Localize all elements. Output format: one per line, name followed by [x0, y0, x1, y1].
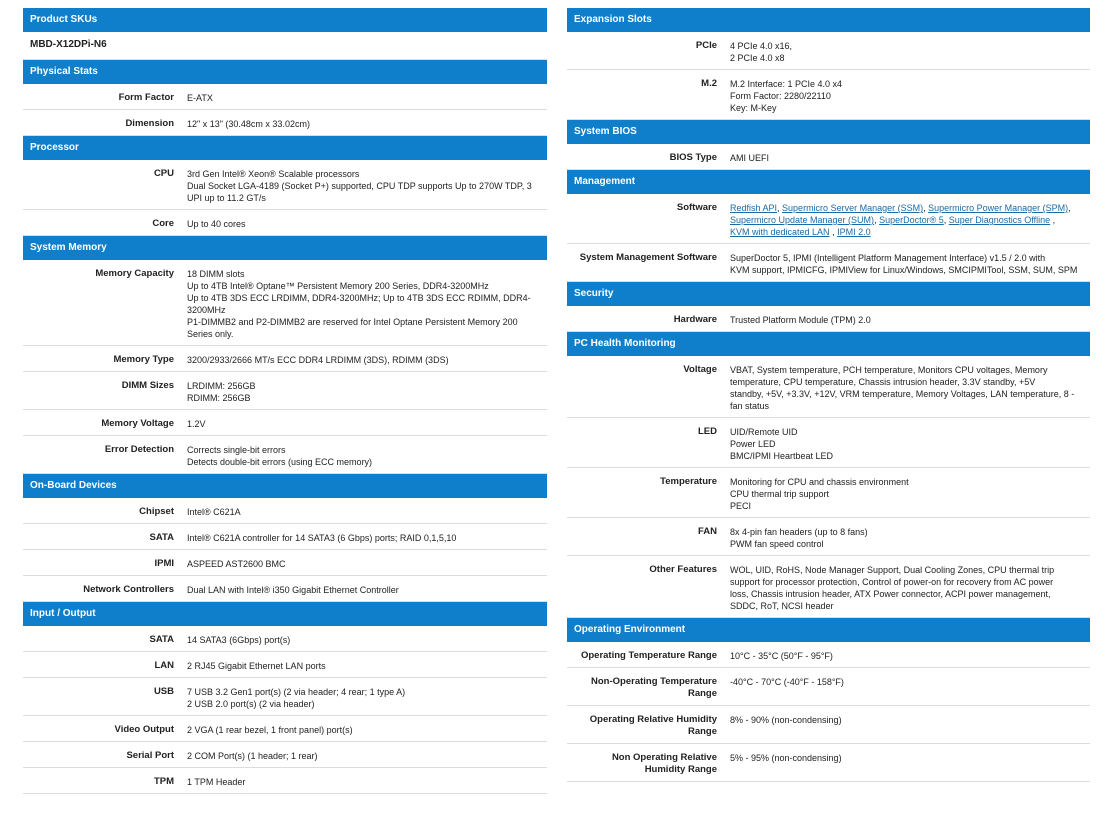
section-header-on-board-devices: On-Board Devices — [23, 474, 547, 498]
spec-label: FAN — [698, 526, 717, 537]
spec-value — [187, 260, 547, 345]
spec-row-non-operating-temperature-range — [567, 668, 1090, 706]
section-header-input-output: Input / Output — [23, 602, 547, 626]
spec-value-line: AMI UEFI — [730, 153, 770, 163]
spec-row-fan — [567, 518, 1090, 556]
spec-value-line: 2 RJ45 Gigabit Ethernet LAN ports — [187, 661, 326, 671]
link-redfish-api[interactable]: Redfish API — [730, 203, 778, 213]
spec-value — [730, 744, 1090, 781]
spec-row-video-output — [23, 716, 547, 742]
spec-link-line — [730, 226, 1080, 238]
spec-value — [730, 32, 1090, 69]
spec-value — [187, 550, 547, 575]
spec-label: Core — [152, 218, 174, 229]
spec-label: Hardware — [673, 314, 717, 325]
spec-label: Serial Port — [126, 750, 174, 761]
spec-label-line: Non-Operating Temperature — [591, 676, 717, 687]
link-separator: , — [874, 215, 880, 225]
spec-label: Form Factor — [118, 92, 174, 103]
right-spec-column — [567, 8, 1090, 782]
spec-row-voltage — [567, 356, 1090, 418]
section-header-system-memory: System Memory — [23, 236, 547, 260]
spec-value-line: UID/Remote UID — [730, 427, 798, 437]
spec-row-serial-port — [23, 742, 547, 768]
spec-row-network-controllers — [23, 576, 547, 602]
spec-row-usb — [23, 678, 547, 716]
link-separator: , — [1068, 203, 1071, 213]
spec-value-line: 8x 4-pin fan headers (up to 8 fans) — [730, 527, 868, 537]
spec-value-line: 3200MHz — [187, 305, 226, 315]
spec-row-sata — [23, 524, 547, 550]
spec-value-line: SDDC, RoT, NCSI header — [730, 601, 834, 611]
link-ipmi-2-0[interactable]: IPMI 2.0 — [837, 227, 871, 237]
spec-value-line: 2 VGA (1 rear bezel, 1 front panel) port(s) — [187, 725, 353, 735]
spec-value — [730, 244, 1090, 281]
spec-value-line: Series only. — [187, 329, 234, 339]
spec-value — [730, 706, 1090, 743]
spec-label: PCIe — [695, 40, 717, 51]
spec-value-line: standby, +5V, +3.3V, +12V, VRM temperature, Memory Voltages, LAN temperature, 8 - — [730, 389, 1075, 399]
spec-label: LED — [698, 426, 717, 437]
spec-value-line: loss, Chassis intrusion header, ATX Power connector, ACPI power management, — [730, 589, 1051, 599]
spec-label: Voltage — [683, 364, 717, 375]
spec-row-memory-capacity — [23, 260, 547, 346]
spec-row-software — [567, 194, 1090, 244]
spec-row-system-management-software — [567, 244, 1090, 282]
spec-value-line: VBAT, System temperature, PCH temperature, Monitors CPU voltages, Memory — [730, 365, 1048, 375]
spec-value — [730, 70, 1090, 119]
spec-label-line: Range — [687, 688, 717, 699]
spec-value-line: BMC/IPMI Heartbeat LED — [730, 451, 834, 461]
spec-label-line: Range — [687, 726, 717, 737]
link-super-diagnostics-offline[interactable]: Super Diagnostics Offline — [948, 215, 1051, 225]
spec-row-core — [23, 210, 547, 236]
spec-value-line: RDIMM: 256GB — [187, 393, 251, 403]
spec-value — [187, 652, 547, 677]
spec-value-line: SuperDoctor 5, IPMI (Intelligent Platform Management Interface) v1.5 / 2.0 with — [730, 253, 1046, 263]
spec-label: TPM — [153, 776, 174, 787]
spec-value-line: Intel® C621A — [187, 507, 241, 517]
spec-value-line: 14 SATA3 (6Gbps) port(s) — [187, 635, 291, 645]
spec-value-line: 2 PCIe 4.0 x8 — [730, 53, 785, 63]
spec-value-line: Corrects single-bit errors — [187, 445, 286, 455]
spec-value-line: 2 USB 2.0 port(s) (2 via header) — [187, 699, 315, 709]
spec-value-line: PECI — [730, 501, 752, 511]
spec-value — [730, 356, 1090, 417]
spec-row-chipset — [23, 498, 547, 524]
spec-label: System Management Software — [579, 252, 717, 263]
spec-row-non-operating-relative-humidity-range — [567, 744, 1090, 782]
spec-row-dimm-sizes — [23, 372, 547, 410]
spec-value-line: Up to 4TB 3DS ECC LRDIMM, DDR4-3200MHz; Up to 4TB 3DS ECC RDIMM, DDR4- — [187, 293, 531, 303]
spec-row-pcie — [567, 32, 1090, 70]
spec-value — [730, 306, 1090, 331]
spec-value-line: ASPEED AST2600 BMC — [187, 559, 286, 569]
spec-label: Memory Capacity — [95, 268, 174, 279]
spec-value — [187, 346, 547, 371]
spec-link-line — [730, 214, 1080, 226]
spec-value — [187, 84, 547, 109]
spec-value-line: 10°C - 35°C (50°F - 95°F) — [730, 651, 833, 661]
spec-value-line: 4 PCIe 4.0 x16, — [730, 41, 793, 51]
spec-value-line: 7 USB 3.2 Gen1 port(s) (2 via header; 4 rear; 1 type A) — [187, 687, 406, 697]
spec-value — [187, 716, 547, 741]
spec-row-memory-voltage — [23, 410, 547, 436]
spec-row-cpu — [23, 160, 547, 210]
spec-value-line: Form Factor: 2280/22110 — [730, 91, 831, 101]
spec-value — [187, 160, 547, 209]
spec-label: Memory Type — [113, 354, 174, 365]
spec-value-line: M.2 Interface: 1 PCIe 4.0 x4 — [730, 79, 843, 89]
section-header-physical-stats: Physical Stats — [23, 60, 547, 84]
spec-row-bios-type — [567, 144, 1090, 170]
link-supermicro-power-manager-spm[interactable]: Supermicro Power Manager (SPM) — [928, 203, 1069, 213]
spec-value — [730, 144, 1090, 169]
spec-row-tpm — [23, 768, 547, 794]
product-sku: MBD-X12DPi-N6 — [23, 32, 547, 60]
spec-value — [187, 410, 547, 435]
link-supermicro-server-manager-ssm[interactable]: Supermicro Server Manager (SSM) — [782, 203, 924, 213]
spec-value — [730, 468, 1090, 517]
spec-value — [187, 524, 547, 549]
section-header-operating-environment: Operating Environment — [567, 618, 1090, 642]
spec-label: Software — [676, 202, 717, 213]
section-header-pc-health-monitoring: PC Health Monitoring — [567, 332, 1090, 356]
spec-label: CPU — [153, 168, 174, 179]
spec-value — [187, 498, 547, 523]
section-header-processor: Processor — [23, 136, 547, 160]
spec-value-line: fan status — [730, 401, 770, 411]
spec-label: SATA — [149, 532, 174, 543]
spec-value-line: Dual Socket LGA-4189 (Socket P+) supported, CPU TDP supports Up to 270W TDP, 3 — [187, 181, 532, 191]
spec-label: Memory Voltage — [101, 418, 174, 429]
spec-label-line: Humidity Range — [644, 764, 717, 775]
spec-label-line: Operating Relative Humidity — [589, 714, 717, 725]
spec-row-led — [567, 418, 1090, 468]
spec-value-line: 3rd Gen Intel® Xeon® Scalable processors — [187, 169, 360, 179]
spec-label: Temperature — [660, 476, 717, 487]
spec-label: IPMI — [154, 558, 174, 569]
spec-value — [730, 194, 1090, 243]
spec-value-line: 18 DIMM slots — [187, 269, 245, 279]
spec-value — [187, 436, 547, 473]
spec-value — [187, 742, 547, 767]
spec-value — [187, 372, 547, 409]
spec-value-line: Dual LAN with Intel® i350 Gigabit Ethernet Controller — [187, 585, 399, 595]
spec-value — [187, 576, 547, 601]
spec-value-line: -40°C - 70°C (-40°F - 158°F) — [730, 677, 844, 687]
spec-row-m-2 — [567, 70, 1090, 120]
spec-row-memory-type — [23, 346, 547, 372]
spec-value-line: LRDIMM: 256GB — [187, 381, 256, 391]
spec-label — [567, 744, 730, 781]
spec-row-temperature — [567, 468, 1090, 518]
spec-row-lan — [23, 652, 547, 678]
section-header-management: Management — [567, 170, 1090, 194]
spec-value-line: 1 TPM Header — [187, 777, 246, 787]
spec-label: DIMM Sizes — [121, 380, 174, 391]
spec-row-other-features — [567, 556, 1090, 618]
spec-label: SATA — [149, 634, 174, 645]
spec-value — [730, 668, 1090, 705]
spec-value-line: UPI up to 11.2 GT/s — [187, 193, 266, 203]
spec-value-line: Trusted Platform Module (TPM) 2.0 — [730, 315, 871, 325]
link-separator: , — [829, 227, 838, 237]
spec-row-operating-temperature-range — [567, 642, 1090, 668]
spec-value-line: 12" x 13" (30.48cm x 33.02cm) — [187, 119, 310, 129]
spec-value-line: WOL, UID, RoHS, Node Manager Support, Dual Cooling Zones, CPU thermal trip — [730, 565, 1055, 575]
spec-label: Operating Temperature Range — [580, 650, 717, 661]
spec-value — [187, 768, 547, 793]
spec-label: LAN — [154, 660, 174, 671]
spec-value-line: 2 COM Port(s) (1 header; 1 rear) — [187, 751, 318, 761]
spec-value — [730, 418, 1090, 467]
spec-row-sata — [23, 626, 547, 652]
spec-row-operating-relative-humidity-range — [567, 706, 1090, 744]
spec-value-line: Up to 40 cores — [187, 219, 246, 229]
section-header-product-skus: Product SKUs — [23, 8, 547, 32]
section-header-security: Security — [567, 282, 1090, 306]
spec-value-line: 8% - 90% (non-condensing) — [730, 715, 842, 725]
spec-row-dimension — [23, 110, 547, 136]
spec-label-line: Non Operating Relative — [611, 752, 717, 763]
spec-label: Network Controllers — [83, 584, 174, 595]
link-separator: , — [1050, 215, 1056, 225]
spec-value — [187, 678, 547, 715]
spec-value-line: E-ATX — [187, 93, 213, 103]
spec-value-line: Monitoring for CPU and chassis environment — [730, 477, 909, 487]
spec-label: Dimension — [125, 118, 174, 129]
spec-value-line: Up to 4TB Intel® Optane™ Persistent Memory 200 Series, DDR4-3200MHz — [187, 281, 489, 291]
spec-value-line: KVM support, IPMICFG, IPMIView for Linux/Windows, SMCIPMITool, SSM, SUM, SPM — [730, 265, 1078, 275]
section-header-system-bios: System BIOS — [567, 120, 1090, 144]
spec-row-hardware — [567, 306, 1090, 332]
spec-value — [187, 626, 547, 651]
spec-label: Other Features — [649, 564, 717, 575]
spec-label: Video Output — [114, 724, 174, 735]
spec-value-line: 5% - 95% (non-condensing) — [730, 753, 842, 763]
spec-row-form-factor — [23, 84, 547, 110]
spec-label — [567, 668, 730, 705]
link-separator: , — [923, 203, 929, 213]
spec-label: USB — [153, 686, 174, 697]
spec-value — [730, 518, 1090, 555]
spec-label: M.2 — [701, 78, 717, 89]
spec-label: Chipset — [139, 506, 174, 517]
section-header-expansion-slots: Expansion Slots — [567, 8, 1090, 32]
spec-label — [567, 706, 730, 743]
link-superdoctor-5[interactable]: SuperDoctor® 5 — [879, 215, 944, 225]
link-separator: , — [777, 203, 783, 213]
spec-value-line: Key: M-Key — [730, 103, 777, 113]
spec-link-line — [730, 202, 1080, 214]
spec-value-line: 1.2V — [187, 419, 206, 429]
spec-value — [730, 556, 1090, 617]
spec-label: BIOS Type — [669, 152, 717, 163]
spec-value — [730, 642, 1090, 667]
spec-value-line: Power LED — [730, 439, 776, 449]
spec-value-line: P1-DIMMB2 and P2-DIMMB2 are reserved for Intel Optane Persistent Memory 200 — [187, 317, 518, 327]
spec-value — [187, 210, 547, 235]
link-supermicro-update-manager-sum[interactable]: Supermicro Update Manager (SUM) — [730, 215, 875, 225]
spec-value-line: 3200/2933/2666 MT/s ECC DDR4 LRDIMM (3DS), RDIMM (3DS) — [187, 355, 449, 365]
spec-value-line: support for processor protection, Control of power-on for recovery from AC power — [730, 577, 1054, 587]
spec-value-line: CPU thermal trip support — [730, 489, 830, 499]
spec-value-line: Intel® C621A controller for 14 SATA3 (6 Gbps) ports; RAID 0,1,5,10 — [187, 533, 457, 543]
spec-label: Error Detection — [104, 444, 174, 455]
link-separator: , — [943, 215, 949, 225]
spec-value-line: PWM fan speed control — [730, 539, 824, 549]
left-spec-column — [23, 8, 547, 794]
spec-value — [187, 110, 547, 135]
spec-row-ipmi — [23, 550, 547, 576]
link-kvm-with-dedicated-lan[interactable]: KVM with dedicated LAN — [730, 227, 830, 237]
spec-value-line: Detects double-bit errors (using ECC memory) — [187, 457, 373, 467]
spec-row-error-detection — [23, 436, 547, 474]
spec-value-line: temperature, CPU temperature, Chassis intrusion header, 3.3V standby, +5V — [730, 377, 1036, 387]
